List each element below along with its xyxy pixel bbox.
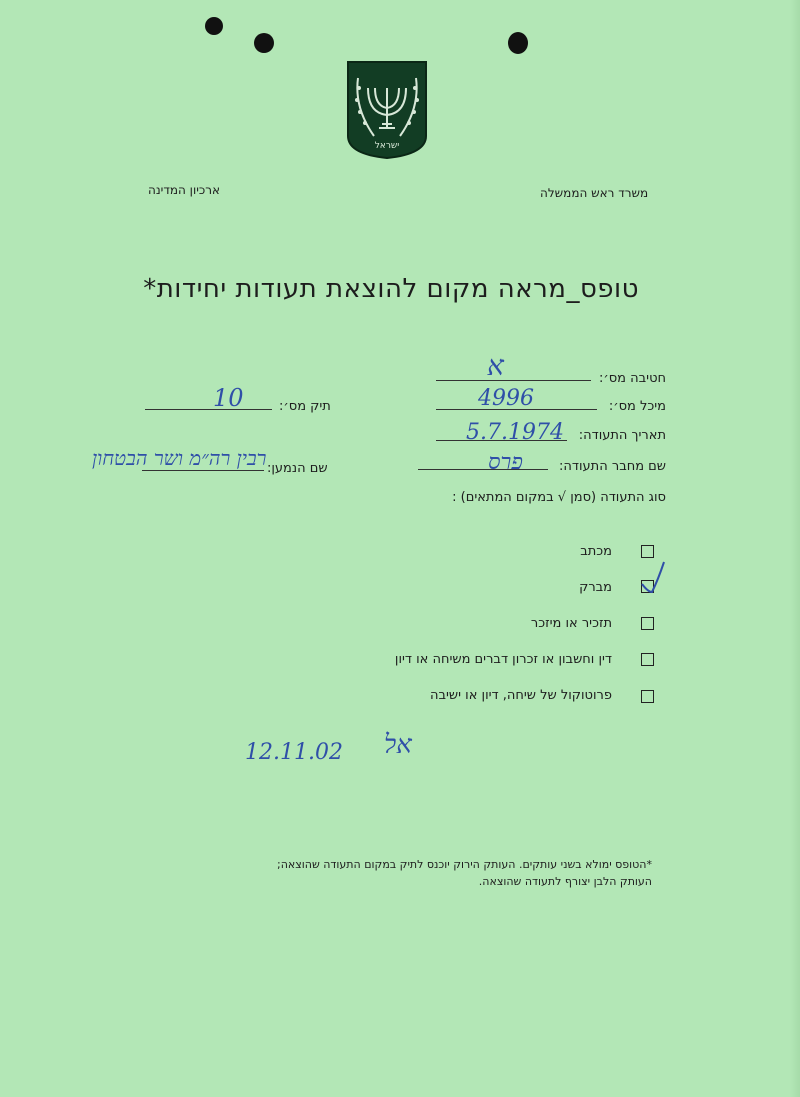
state-emblem-icon [344, 58, 430, 160]
page-edge [790, 0, 800, 1097]
option-report: דין וחשבון או זכרון דברים משיחה או דיון [394, 652, 612, 667]
division-label: חטיבה מס׳: [598, 371, 666, 386]
punch-hole-mid [254, 33, 274, 53]
option-protocol: פרוטוקול של שיחה, דיון או ישיבה [430, 688, 612, 703]
doc-type-label: סוג התעודה (סמן √ במקום המתאים) : [452, 490, 666, 505]
checkbox-protocol[interactable] [641, 690, 654, 703]
emblem-caption: ישראל [374, 141, 400, 151]
handwritten-initials: אל [384, 730, 412, 760]
date-label: תאריך התעודה: [578, 428, 666, 443]
author-line [418, 469, 548, 470]
recipient-label: שם הנמען: [267, 461, 328, 476]
division-line [436, 380, 591, 381]
container-value: 4996 [478, 386, 534, 411]
container-label: מיכל מס׳: [608, 399, 666, 414]
header-right-org: משרד ראש הממשלה [540, 186, 649, 200]
checkbox-report[interactable] [641, 653, 654, 666]
checkmark-icon [636, 558, 672, 598]
file-label: תיק מס׳: [279, 399, 331, 414]
punch-hole-left [205, 17, 223, 35]
handwritten-date: 12.11.02 [245, 740, 343, 765]
footnote-line-2: העותק הלבן יצורף לתעודה שהוצאה. [478, 875, 652, 888]
file-line [145, 409, 272, 410]
option-letter: מכתב [580, 544, 612, 559]
checkbox-letter[interactable] [641, 545, 654, 558]
date-value: 5.7.1974 [466, 420, 564, 445]
checkbox-memo[interactable] [641, 617, 654, 630]
option-memo: תזכיר או מיזכר [530, 616, 612, 631]
option-telegram: מברק [579, 580, 612, 595]
footnote-line-1: *הטופס ימולא בשני עותקים. העותק הירוק יוכנס לתיק במקום התעודה שהוצאה; [276, 858, 652, 871]
author-label: שם מחבר התעודה: [559, 459, 666, 474]
author-value: פרס [488, 450, 523, 475]
header-left-org: ארכיון המדינה [148, 183, 221, 197]
punch-hole-right [508, 32, 528, 54]
form-title: טופס_מראה מקום להוצאת תעודות יחידות* [143, 274, 639, 304]
recipient-value: רבין רה״מ ושר הבטחון [92, 446, 267, 470]
division-value: א [487, 349, 504, 382]
file-value: 10 [213, 384, 244, 412]
